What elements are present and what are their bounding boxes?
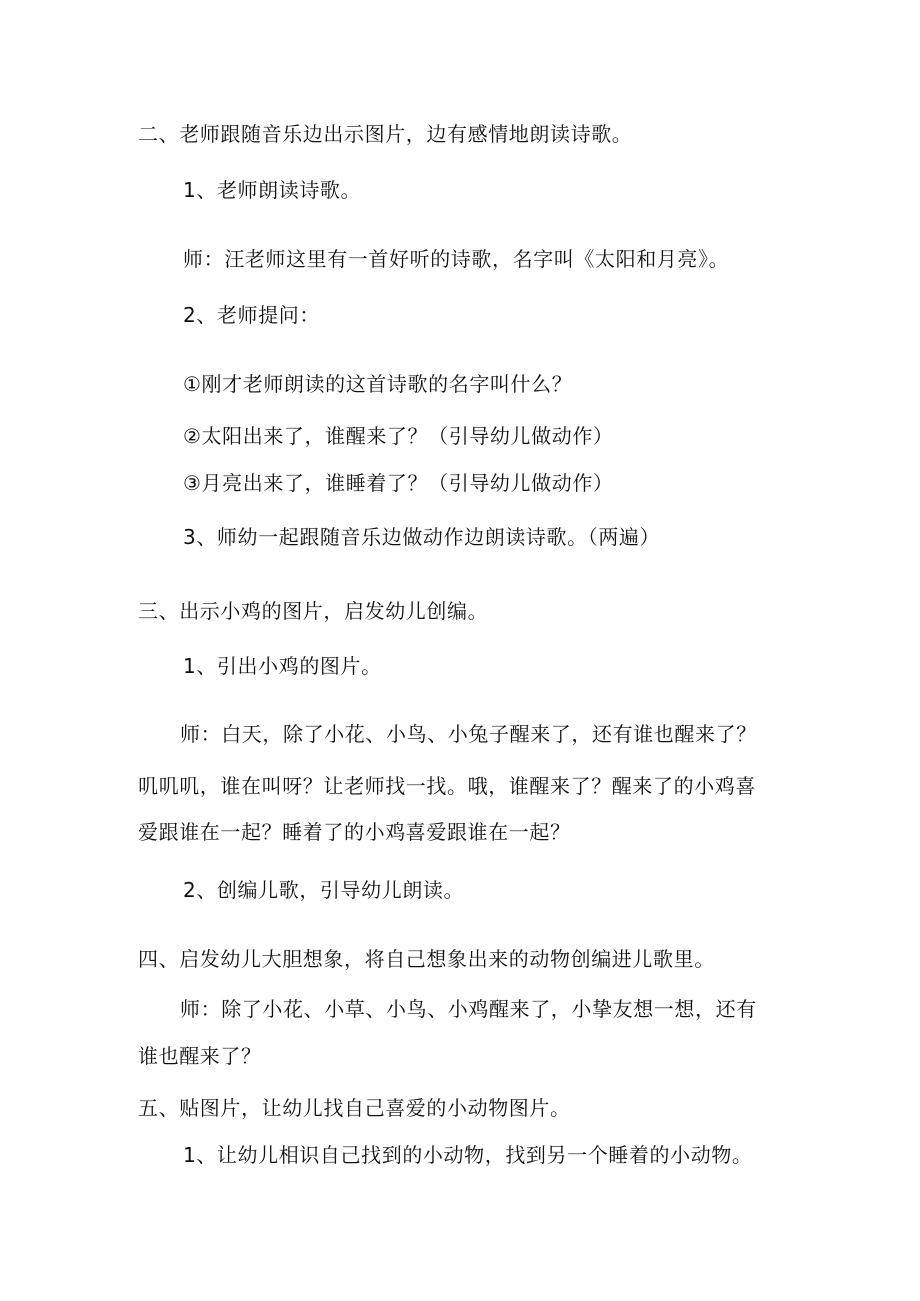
section-4-heading: 四、启发幼儿大胆想象，将自己想象出来的动物创编进儿歌里。	[138, 947, 715, 971]
step-3-1: 1、引出小鸡的图片。	[183, 654, 382, 678]
section-5-heading: 五、贴图片，让幼儿找自己喜爱的小动物图片。	[138, 1096, 571, 1120]
question-3: ③月亮出来了，谁睡着了？（引导幼儿做动作）	[183, 471, 614, 495]
step-2-3: 3、师幼一起跟随音乐边做动作边朗读诗歌。（两遍）	[183, 525, 661, 549]
teacher-paragraph-line-3: 爱跟谁在一起？睡着了的小鸡喜爱跟谁在一起？	[138, 820, 571, 844]
teacher-line-imagine-2: 谁也醒来了？	[138, 1044, 262, 1068]
teacher-paragraph-line-2: 叽叽叽，谁在叫呀？让老师找一找。哦，谁醒来了？醒来了的小鸡喜	[138, 774, 756, 798]
section-2-heading: 二、老师跟随音乐边出示图片，边有感情地朗读诗歌。	[138, 122, 633, 146]
teacher-line-poem: 师：汪老师这里有一首好听的诗歌，名字叫《太阳和月亮》。	[183, 247, 730, 271]
question-2: ②太阳出来了，谁醒来了？（引导幼儿做动作）	[183, 424, 614, 448]
teacher-line-imagine-1: 师：除了小花、小草、小鸟、小鸡醒来了，小挚友想一想，还有	[180, 997, 757, 1021]
question-1: ①刚才老师朗读的这首诗歌的名字叫什么？	[183, 372, 573, 396]
step-2-1: 1、老师朗读诗歌。	[183, 178, 362, 202]
teacher-paragraph-line-1: 师：白天，除了小花、小鸟、小兔子醒来了，还有谁也醒来了？	[180, 722, 757, 746]
step-2-2: 2、老师提问：	[183, 303, 320, 327]
step-3-2: 2、创编儿歌，引导幼儿朗读。	[183, 878, 465, 902]
step-5-1: 1、让幼儿相识自己找到的小动物，找到另一个睡着的小动物。	[183, 1143, 753, 1167]
section-3-heading: 三、出示小鸡的图片，启发幼儿创编。	[138, 599, 489, 623]
